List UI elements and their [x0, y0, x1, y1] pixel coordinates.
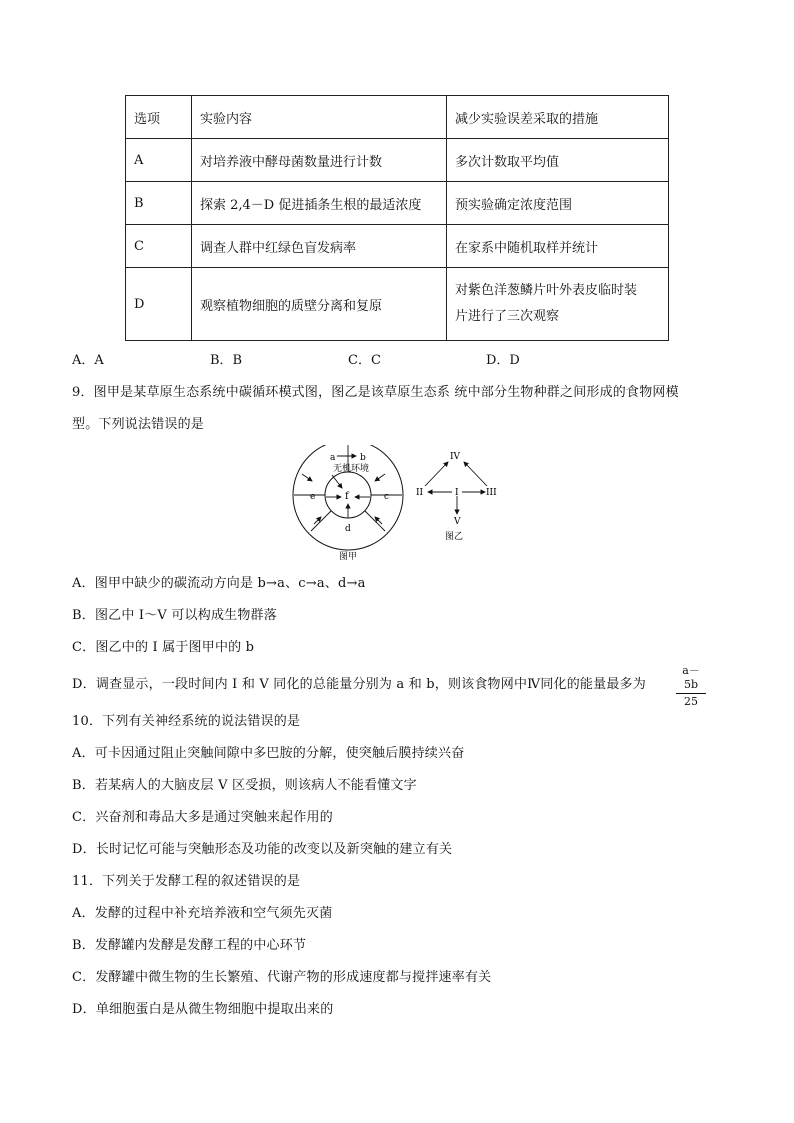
q11-option-c: C．发酵罐中微生物的生长繁殖、代谢产物的形成速度都与搅拌速率有关	[72, 970, 492, 985]
q8-choice-b: B．B	[210, 353, 243, 368]
label-e: e	[310, 492, 316, 502]
q8-choice-d: D．D	[486, 353, 520, 368]
q9-option-a: A．图甲中缺少的碳流动方向是 b→a、c→a、d→a	[72, 576, 366, 591]
fraction-denominator: 25	[684, 695, 698, 708]
row-content: 探索 2,4－D 促进插条生根的最适浓度	[192, 182, 447, 225]
node-iii: III	[486, 488, 497, 498]
label-d: d	[345, 524, 351, 534]
caption-jia: 图甲	[339, 552, 358, 562]
row-option: B	[126, 182, 192, 225]
q10-option-d: D．长时记忆可能与突触形态及功能的改变以及新突触的建立有关	[72, 842, 453, 857]
energy-fraction	[676, 664, 706, 709]
label-b: b	[360, 453, 366, 463]
table-row	[126, 139, 669, 182]
row-option: C	[126, 225, 192, 268]
row-measure-line: 对紫色洋葱鳞片叶外表皮临时装	[455, 283, 638, 298]
label-a: a	[330, 453, 336, 463]
label-c: c	[384, 492, 390, 502]
node-v: V	[454, 517, 461, 527]
q9-stem-line2: 型。下列说法错误的是	[72, 417, 205, 432]
row-measure-line: 多次计数取平均值	[455, 154, 560, 170]
table-header-row	[126, 96, 669, 139]
q9-option-d: D．调查显示，一段时间内 I 和 V 同化的总能量分别为 a 和 b，则该食物网中Ⅳ同化的能量最多为	[72, 677, 646, 692]
row-measure	[447, 182, 669, 225]
q9-option-c: C．图乙中的 I 属于图甲中的 b	[72, 640, 255, 655]
row-option: D	[126, 268, 192, 341]
q10-option-c: C．兴奋剂和毒品大多是通过突触来起作用的	[72, 810, 333, 825]
row-content: 对培养液中酵母菌数量进行计数	[192, 139, 447, 182]
carbon-cycle-diagram	[290, 445, 410, 563]
row-measure	[447, 139, 669, 182]
row-measure-line: 片进行了三次观察	[455, 309, 560, 324]
row-content: 调查人群中红绿色盲发病率	[192, 225, 447, 268]
label-inorganic: 无机环境	[333, 464, 370, 474]
row-measure	[447, 268, 669, 341]
q11-option-d: D．单细胞蛋白是从微生物细胞中提取出来的	[72, 1002, 334, 1017]
q11-option-a: A．发酵的过程中补充培养液和空气须先灭菌	[72, 906, 333, 921]
row-measure	[447, 225, 669, 268]
food-web-diagram	[415, 448, 500, 543]
table-row	[126, 182, 669, 225]
header-content: 实验内容	[192, 96, 447, 139]
q9-option-b: B．图乙中 I～V 可以构成生物群落	[72, 608, 277, 623]
q9-stem-line1: 9．图甲是某草原生态系统中碳循环模式图，图乙是该草原生态系 统中部分生物种群之间形成的食物网模	[72, 385, 679, 400]
fraction-numerator: a－5b	[682, 664, 700, 691]
node-ii: II	[416, 488, 424, 498]
q8-choice-c: C．C	[348, 353, 381, 368]
label-f: f	[345, 491, 349, 502]
q10-option-a: A．可卡因通过阻止突触间隙中多巴胺的分解，使突触后膜持续兴奋	[72, 746, 465, 761]
header-measure: 减少实验误差采取的措施	[447, 96, 669, 139]
table-row	[126, 268, 669, 341]
q11-stem: 11．下列关于发酵工程的叙述错误的是	[72, 874, 301, 889]
q10-option-b: B．若某病人的大脑皮层 V 区受损，则该病人不能看懂文字	[72, 778, 417, 793]
row-measure-line: 在家系中随机取样并统计	[455, 240, 599, 256]
row-option: A	[126, 139, 192, 182]
node-i: I	[455, 488, 459, 498]
row-content: 观察植物细胞的质壁分离和复原	[192, 268, 447, 341]
q11-option-b: B．发酵罐内发酵是发酵工程的中心环节	[72, 938, 307, 953]
experiment-table	[125, 95, 669, 341]
q8-choice-a: A．A	[72, 353, 104, 368]
caption-yi: 图乙	[445, 532, 464, 542]
node-iv: IV	[450, 452, 461, 462]
row-measure-line: 预实验确定浓度范围	[455, 197, 573, 213]
q10-stem: 10．下列有关神经系统的说法错误的是	[72, 714, 301, 729]
table-row	[126, 225, 669, 268]
header-option: 选项	[126, 96, 192, 139]
